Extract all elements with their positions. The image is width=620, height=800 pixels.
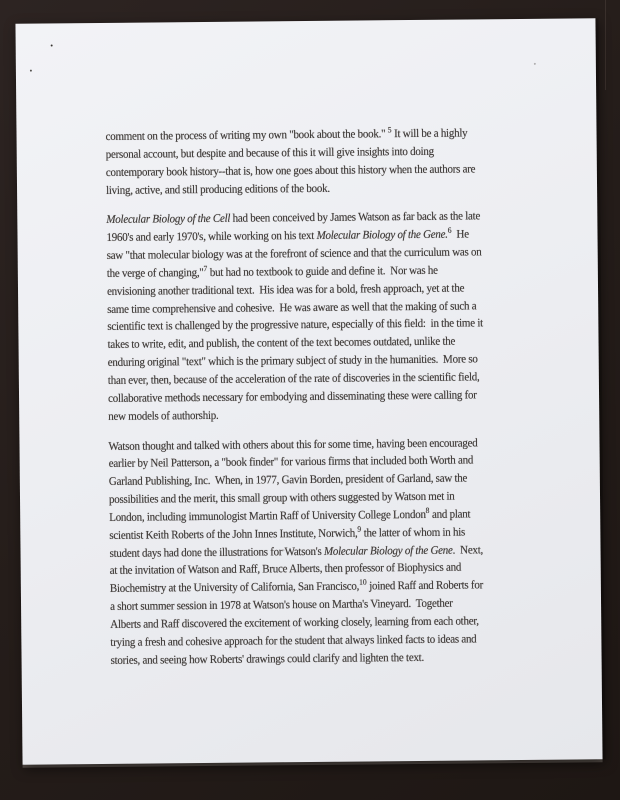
text-run: saw "that molecular biology was at the forefront of science and that the curriculum was on — [106, 245, 482, 262]
text-run: He — [451, 227, 469, 241]
text-run: 1960's and early 1970's, while working on his text — [106, 229, 317, 245]
dust-speck — [51, 44, 53, 46]
text-run: the verge of changing," — [106, 265, 204, 280]
text-run: at the invitation of Watson and Raff, Bruce Alberts, then professor of Biophysics and — [109, 560, 462, 578]
text-run: but had no textbook to guide and define it. Nor was he — [207, 263, 438, 279]
text-run: personal account, but despite and because of this it will give insights into doing — [105, 144, 434, 161]
scanned-page — [15, 18, 602, 765]
italic-title: Molecular Biology of the Cell — [106, 212, 231, 227]
footnote-marker: 10 — [359, 577, 367, 587]
text-run: than ever, then, because of the acceleration of the rate of discoveries in the scientific field, — [107, 370, 480, 387]
text-run: student days had done the illustrations for Watson's — [109, 544, 324, 560]
text-run: London, including immunologist Martin Raff of University College London — [109, 507, 426, 524]
text-run: and plant — [429, 507, 471, 521]
text-line — [108, 404, 526, 426]
text-run: scientist Keith Roberts of the John Innes Institute, Norwich, — [109, 526, 358, 542]
text-run: earlier by Neil Patterson, a "book finder" for various firms that included both Worth and — [108, 453, 474, 471]
footnote-marker: 6 — [447, 225, 452, 236]
text-run: Alberts and Raff discovered the excitement of working closely, learning from each other, — [110, 614, 479, 631]
text-run: Watson thought and talked with others about this for some time, having been encouraged — [108, 435, 478, 453]
text-run: . Next, — [452, 542, 483, 557]
text-line — [106, 177, 524, 199]
text-run: a short summer session in 1978 at Watson's house on Martha's Vineyard. Together — [109, 596, 453, 614]
text-run: possibilities and the merit, this small group with others suggested by Watson met in — [108, 489, 455, 506]
paragraph — [106, 207, 526, 425]
paragraph — [108, 433, 528, 669]
text-run: stories, and seeing how Roberts' drawings could clarify and lighten the text. — [110, 650, 424, 667]
text-run: living, active, and still producing editions of the book. — [105, 181, 330, 197]
text-line — [110, 648, 528, 670]
text-run: same time comprehensive and cohesive. He was aware as well that the making of such a — [107, 298, 477, 316]
text-run: envisioning another traditional text. His idea was for a bold, fresh approach, yet at the — [106, 281, 465, 298]
footnote-marker: 8 — [425, 505, 430, 515]
italic-title: Molecular Biology of the Gene. — [316, 227, 448, 243]
dust-speck — [30, 70, 32, 72]
footnote-marker: 5 — [387, 125, 392, 135]
text-run: trying a fresh and cohesive approach for the student that always linked facts to ideas and — [110, 632, 477, 649]
text-run: takes to write, edit, and publish, the content of the text becomes outdated, unlike the — [107, 334, 456, 352]
text-run: the latter of whom in his — [361, 525, 466, 540]
text-run: It will be a highly — [391, 126, 468, 141]
footnote-marker: 7 — [203, 264, 208, 274]
text-run: had been conceived by James Watson as far back as the late — [230, 209, 481, 226]
text-run: Garland Publishing, Inc. When, in 1977, Gavin Borden, president of Garland, saw the — [108, 471, 468, 489]
dust-speck — [534, 63, 536, 65]
photo-edge-seam — [605, 0, 606, 90]
text-run: Biochemistry at the University of California, San Francisco, — [109, 579, 360, 596]
text-run: comment on the process of writing my own "book about the book." — [105, 127, 388, 143]
paragraph — [105, 124, 524, 199]
text-run: contemporary book history--that is, how one goes about this history when the authors are — [105, 162, 476, 179]
text-run: new models of authorship. — [108, 408, 219, 423]
footnote-marker: 9 — [357, 524, 362, 534]
text-run: enduring original "text" which is the primary subject of study in the humanities. More so — [107, 352, 478, 370]
text-run: joined Raff and Roberts for — [366, 578, 484, 593]
italic-title: Molecular Biology of the Gene — [323, 543, 453, 558]
text-run: collaborative methods necessary for embodying and disseminating these were calling for — [107, 388, 477, 405]
text-run: scientific text is challenged by the progressive nature, especially of this field: in the time it — [107, 316, 483, 334]
document-text — [105, 124, 528, 669]
